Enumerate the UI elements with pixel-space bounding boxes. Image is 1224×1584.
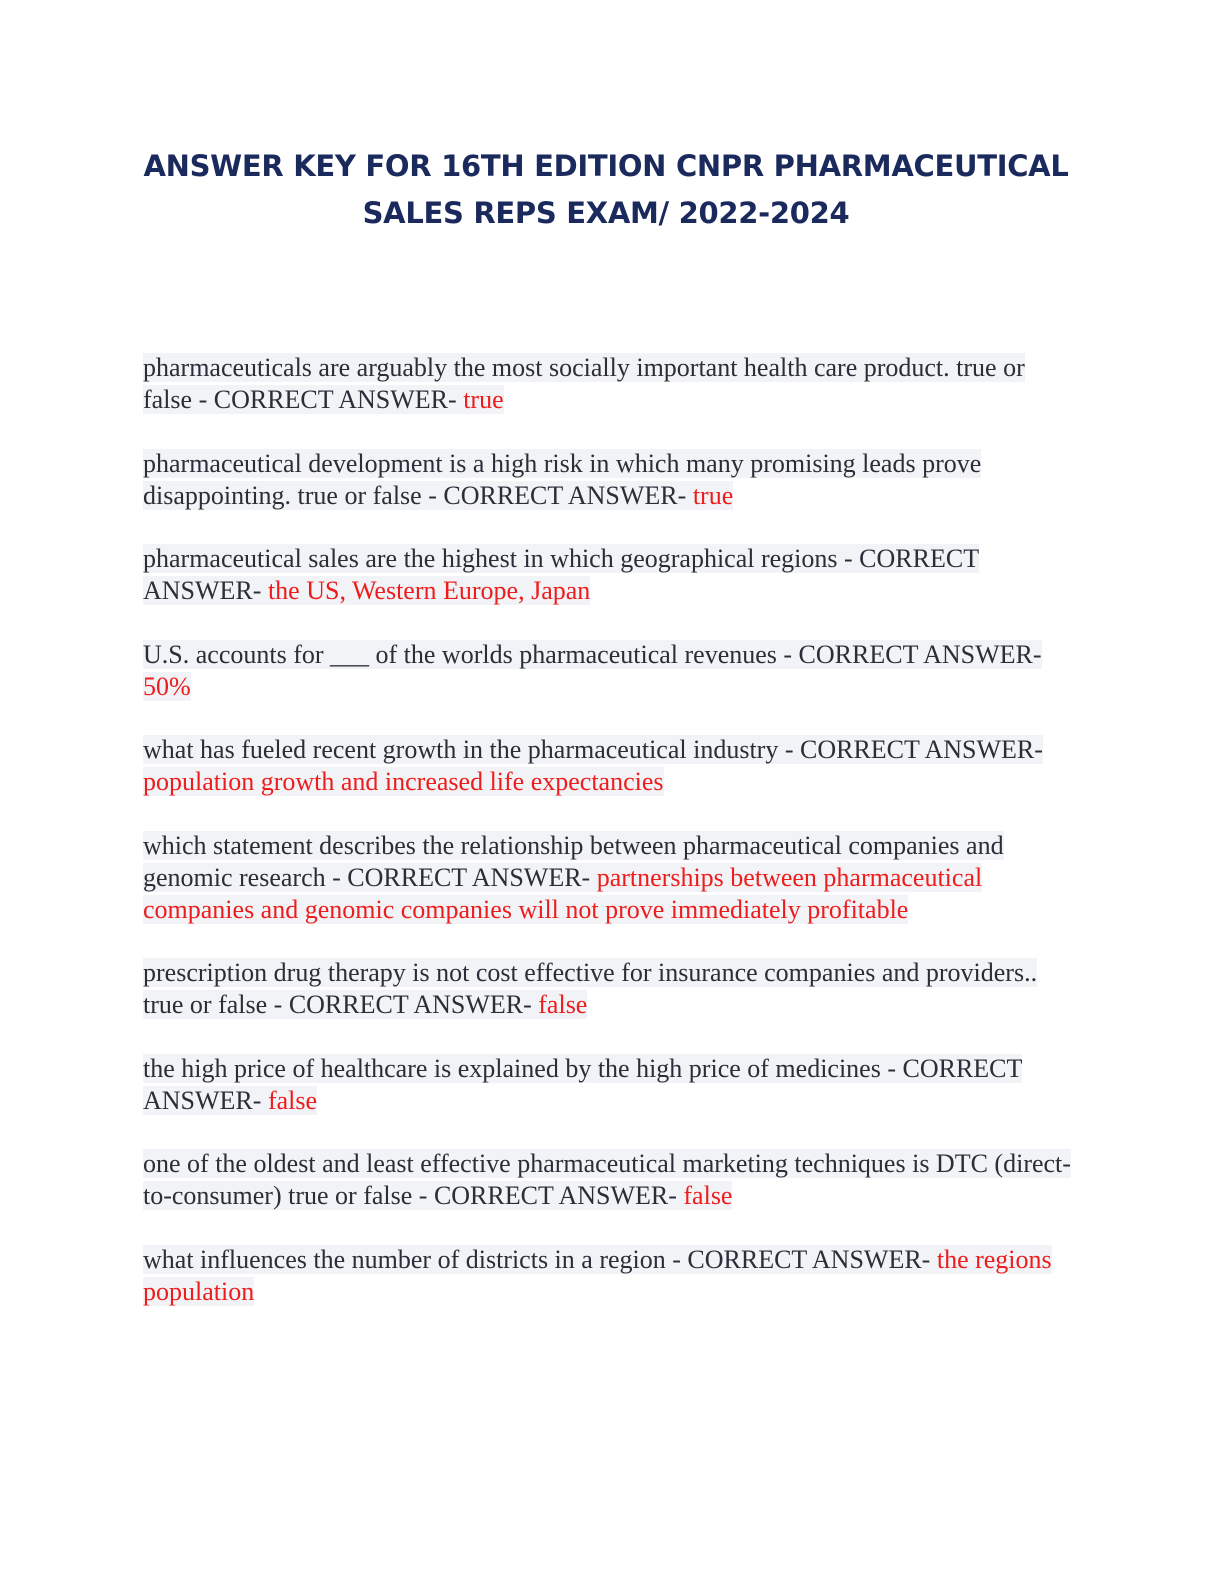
question-text: pharmaceuticals are arguably the most socially important health care product. true or false - CORRECT ANSWER- — [143, 353, 1025, 414]
qa-item — [143, 639, 1073, 703]
qa-item — [143, 1053, 1073, 1117]
qa-item — [143, 543, 1073, 607]
question-text: pharmaceutical development is a high risk in which many promising leads prove disappointing. true or false - CORRECT ANSWER- — [143, 448, 982, 510]
qa-item — [143, 734, 1073, 798]
question-text: one of the oldest and least effective pharmaceutical marketing techniques is DTC (direct-to-consumer) true or false - CORRECT ANSWER- — [143, 1149, 1071, 1210]
answer-text: partnerships between pharmaceutical companies and genomic companies will not prove immediately profitable — [143, 862, 983, 924]
qa-list — [143, 352, 1073, 1339]
answer-text: false — [683, 1181, 733, 1210]
answer-text: population growth and increased life expectancies — [143, 767, 664, 796]
document-title: ANSWER KEY FOR 16TH EDITION CNPR PHARMACEUTICAL SALES REPS EXAM/ 2022-2024 — [143, 149, 1069, 230]
answer-text: false — [538, 990, 588, 1019]
answer-text: true — [463, 385, 504, 414]
qa-item — [143, 352, 1073, 416]
qa-item — [143, 1244, 1073, 1308]
question-text: what influences the number of districts in a region - CORRECT ANSWER- — [143, 1244, 937, 1274]
question-text: prescription drug therapy is not cost effective for insurance companies and providers.. true or false - CORRECT ANSWER- — [143, 958, 1038, 1019]
qa-item — [143, 1148, 1073, 1212]
question-text: U.S. accounts for ___ of the worlds pharmaceutical revenues - CORRECT ANSWER- — [143, 639, 1042, 669]
answer-text: true — [692, 480, 734, 510]
qa-item — [143, 830, 1073, 926]
question-text: which statement describes the relationship between pharmaceutical companies and genomic research - CORRECT ANSWER- — [143, 830, 1004, 892]
question-text: pharmaceutical sales are the highest in which geographical regions - CORRECT ANSWER- — [143, 544, 979, 605]
question-text: the high price of healthcare is explained by the high price of medicines - CORRECT ANSWER- — [143, 1053, 1022, 1115]
qa-item — [143, 448, 1073, 512]
answer-text: false — [267, 1085, 318, 1115]
answer-text: the regions population — [143, 1244, 1052, 1306]
answer-text: 50% — [143, 671, 191, 701]
answer-text: the US, Western Europe, Japan — [267, 576, 591, 605]
qa-item — [143, 957, 1073, 1021]
question-text: what has fueled recent growth in the pharmaceutical industry - CORRECT ANSWER- — [143, 735, 1043, 764]
